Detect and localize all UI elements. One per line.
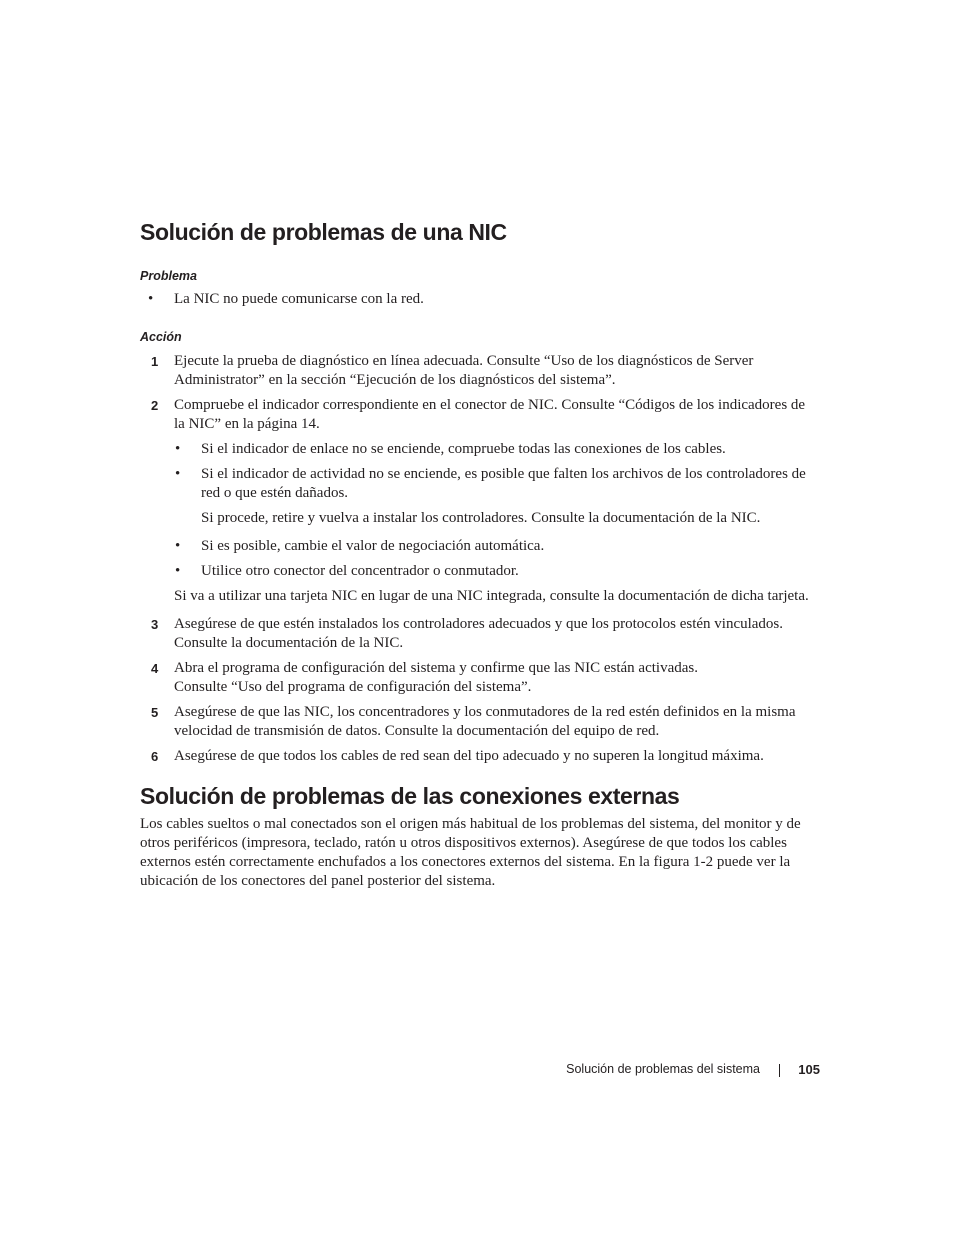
step2-bullet-text: Si el indicador de actividad no se enciende, es posible que falten los archivos de los controladores de red o que estén dañados. <box>201 466 806 501</box>
bullet-icon: • <box>148 291 154 307</box>
step2-bullet-note: Si procede, retire y vuelva a instalar los controladores. Consulte la documentación de la NIC. <box>201 510 761 526</box>
footer-title: Solución de problemas del sistema <box>566 1062 760 1076</box>
action-label: Acción <box>140 330 182 344</box>
step-6 <box>140 747 815 766</box>
footer-separator <box>779 1064 780 1077</box>
bullet-icon: • <box>175 441 181 457</box>
step-text-line: Consulte “Uso del programa de configuración del sistema”. <box>174 679 532 695</box>
problem-item-text: La NIC no puede comunicarse con la red. <box>174 291 424 307</box>
step-number: 6 <box>151 749 159 764</box>
step-text: Asegúrese de que todos los cables de red sean del tipo adecuado y no superen la longitud máxima. <box>174 748 764 764</box>
step2-bullet <box>140 537 815 556</box>
step-number: 1 <box>151 354 159 369</box>
bullet-icon: • <box>175 466 181 482</box>
step2-bullet-text: Utilice otro conector del concentrador o conmutador. <box>201 563 519 579</box>
step-text: Asegúrese de que las NIC, los concentradores y los conmutadores de la red estén definidos en la misma velocidad de transmisión de datos. Consulte la documentación del equipo de red. <box>174 704 796 739</box>
step-text: Asegúrese de que estén instalados los controladores adecuados y que los protocolos estén vinculados. Consulte la documentación de la NIC. <box>174 616 784 651</box>
step-3 <box>140 615 815 653</box>
step-number: 3 <box>151 617 159 632</box>
page-footer <box>140 1062 820 1080</box>
page-content <box>140 217 815 891</box>
step-number: 2 <box>151 398 159 413</box>
step2-bullet-text: Si es posible, cambie el valor de negociación automática. <box>201 538 545 554</box>
external-connections-paragraph: Los cables sueltos o mal conectados son el origen más habitual de los problemas del sistema, del monitor y de otros periféricos (impresora, teclado, ratón u otros dispositivos externos). Asegúrese de que todos los cables externos estén correctamente enchufados a los conectores externos del sistema. En la figura 1-2 puede ver la ubicación de los conectores del panel posterior del sistema. <box>140 816 801 889</box>
step-1 <box>140 352 815 390</box>
problem-label: Problema <box>140 269 197 283</box>
step2-bullet <box>140 440 815 459</box>
step-text: Compruebe el indicador correspondiente en el conector de NIC. Consulte “Códigos de los indicadores de la NIC” en la página 14. <box>174 397 806 432</box>
page-number: 105 <box>798 1062 820 1077</box>
section-heading-nic: Solución de problemas de una NIC <box>140 219 507 245</box>
bullet-icon: • <box>175 563 181 579</box>
step-2 <box>140 396 815 434</box>
section-heading-external: Solución de problemas de las conexiones externas <box>140 783 680 809</box>
step-text: Ejecute la prueba de diagnóstico en línea adecuada. Consulte “Uso de los diagnósticos de Server Administrator” en la sección “Ejecución de los diagnósticos del sistema”. <box>174 353 754 388</box>
step2-bullet <box>140 465 815 503</box>
step-number: 4 <box>151 661 159 676</box>
step2-bullet-text: Si el indicador de enlace no se enciende, compruebe todas las conexiones de los cables. <box>201 441 726 457</box>
step-text-line: Abra el programa de configuración del sistema y confirme que las NIC están activadas. <box>174 660 698 676</box>
step-4 <box>140 659 815 697</box>
step2-note: Si va a utilizar una tarjeta NIC en lugar de una NIC integrada, consulte la documentación de dicha tarjeta. <box>174 588 809 604</box>
step-5 <box>140 703 815 741</box>
step2-bullet <box>140 562 815 581</box>
problem-item <box>140 290 815 309</box>
bullet-icon: • <box>175 538 181 554</box>
step-number: 5 <box>151 705 159 720</box>
